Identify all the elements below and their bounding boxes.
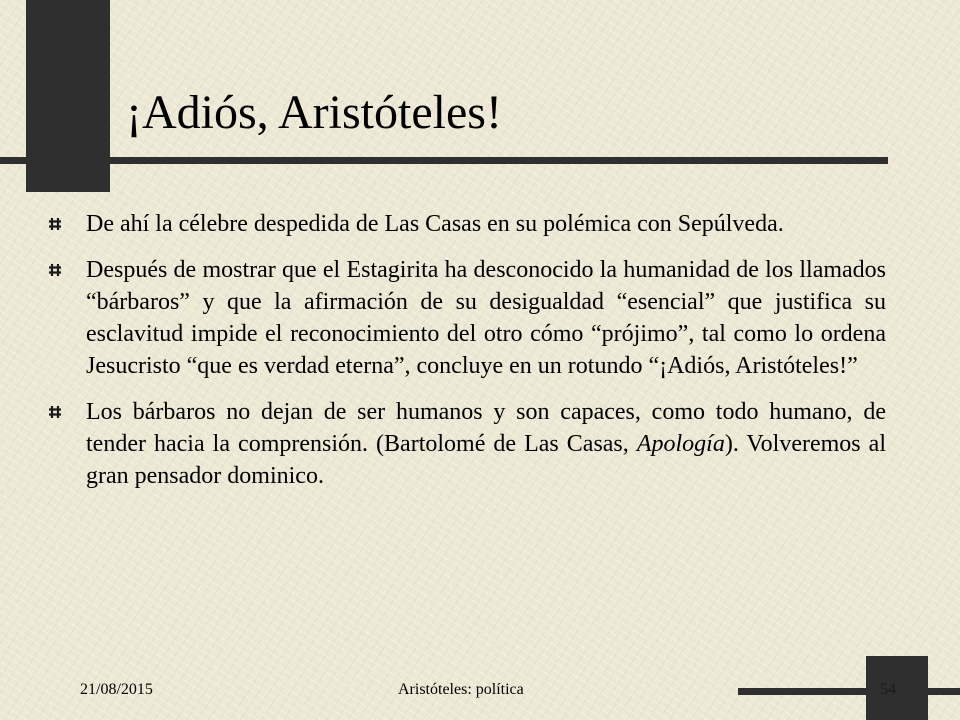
bullet-item — [48, 396, 898, 492]
bullet-item — [48, 254, 898, 382]
title-rule — [0, 157, 888, 164]
bullet-text: De ahí la célebre despedida de Las Casas en su polémica con Sepúlveda. — [86, 211, 784, 237]
bullet-text-part: Los bárbaros no dejan de ser humanos y son capaces, como todo humano, de tender hacia la comprensión. (Bartolomé de Las Casas, — [86, 399, 886, 457]
hash-bullet-icon — [48, 208, 86, 240]
page-number: 54 — [880, 681, 896, 698]
bullet-item — [48, 208, 898, 240]
footer-title: Aristóteles: política — [398, 681, 524, 698]
footer-rule — [738, 688, 960, 695]
bullet-text-part: ). Volveremos al gran pensador dominico. — [86, 431, 887, 489]
hash-bullet-icon — [48, 254, 86, 286]
bullet-text — [86, 396, 886, 492]
hash-bullet-icon — [48, 396, 86, 428]
bullet-text: Después de mostrar que el Estagirita ha desconocido la humanidad de los llamados “bárbaros” y que la afirmación de su desigualdad “esencial” que justifica su esclavitud impide el reconocimiento del otro cómo “prójimo”, tal como lo ordena Jesucristo “que es verdad eterna”, concluye en un rotundo “¡Adiós, Aristóteles!” — [86, 257, 886, 379]
footer-date: 21/08/2015 — [80, 681, 153, 698]
bullet-list — [48, 208, 898, 506]
book-title: Apología — [636, 431, 725, 457]
slide-title: ¡Adiós, Aristóteles! — [126, 86, 502, 139]
